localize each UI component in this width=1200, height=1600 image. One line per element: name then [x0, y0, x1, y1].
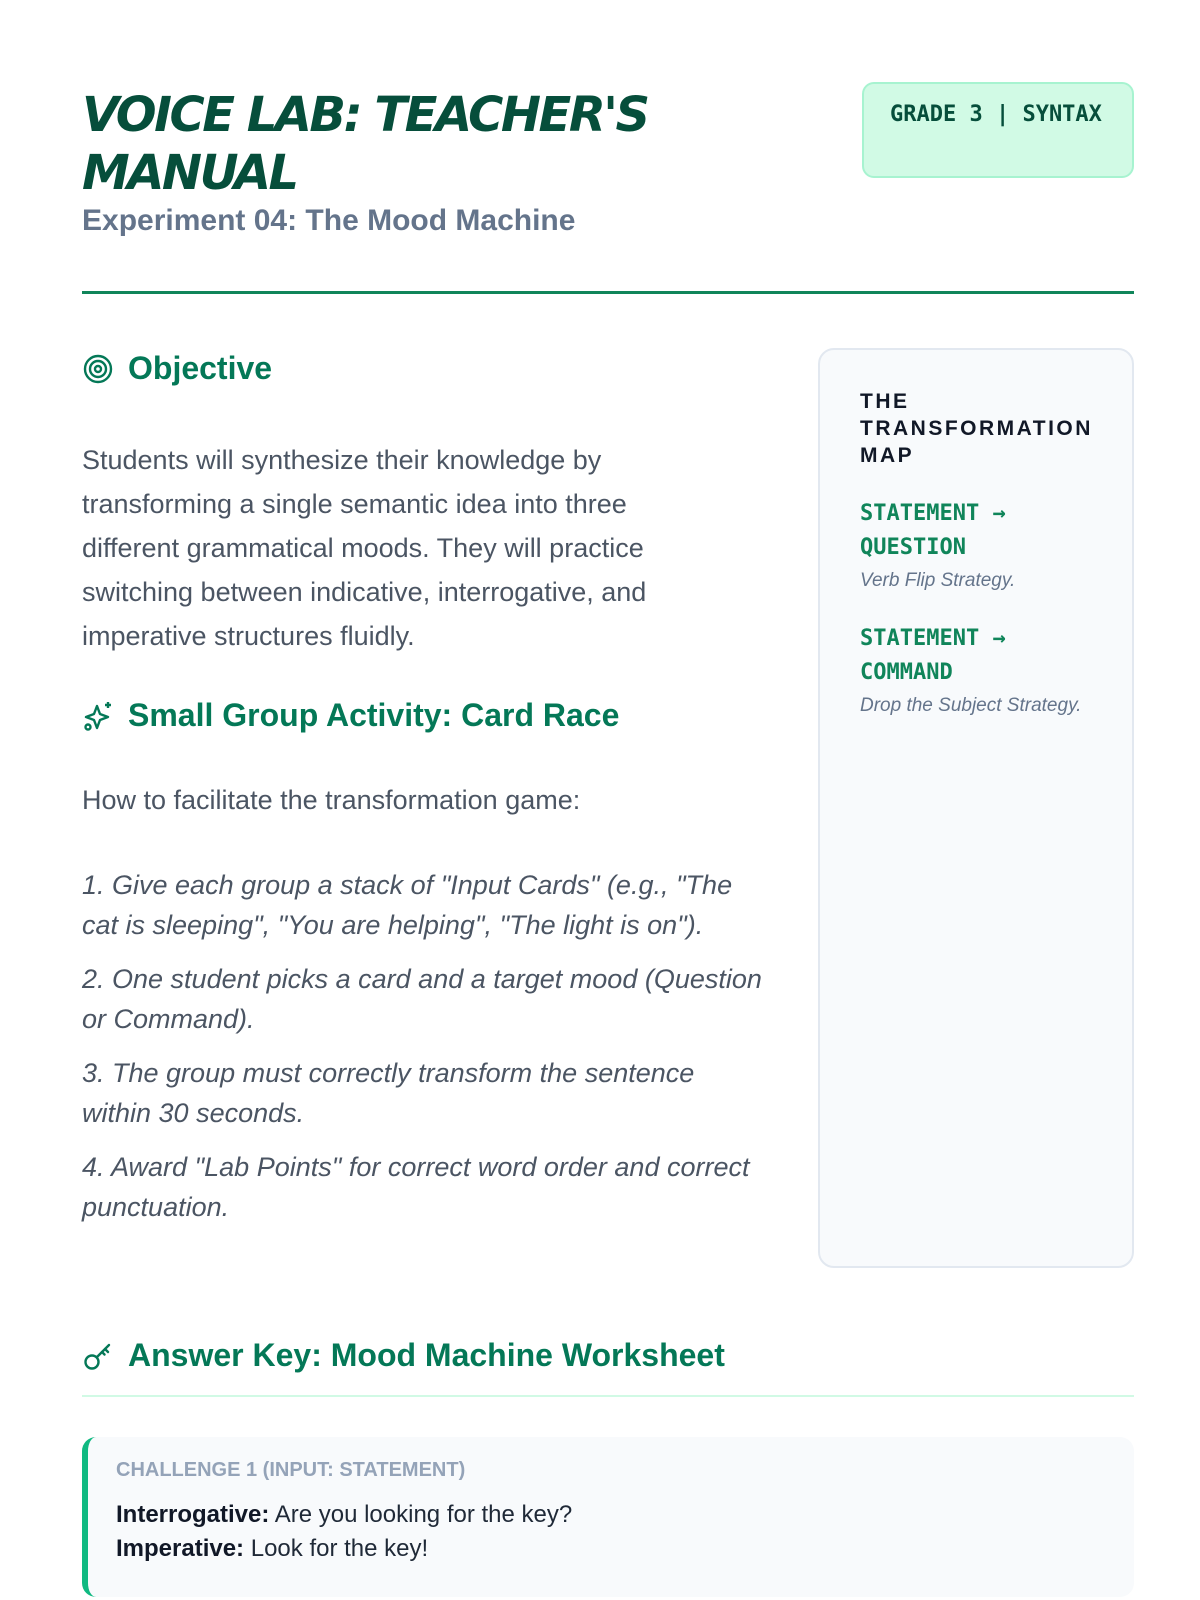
key-icon — [82, 1340, 114, 1372]
imperative-label: Imperative: — [116, 1535, 245, 1562]
list-item: 1. Give each group a stack of "Input Cards" (e.g., "The cat is sleeping", "You are helping", "The light is on"). — [82, 870, 733, 940]
sidebar-item — [860, 497, 1092, 594]
answer-key-heading — [82, 1337, 725, 1374]
interrogative-label: Interrogative: — [116, 1501, 270, 1528]
activity-steps — [82, 865, 762, 1241]
header — [82, 80, 1134, 294]
activity-heading — [82, 697, 619, 734]
divider — [82, 1395, 1134, 1397]
objective-heading — [82, 350, 272, 387]
sidebar-item — [860, 622, 1092, 719]
activity-intro: How to facilitate the transformation game: — [82, 785, 581, 815]
sparkles-icon — [82, 700, 114, 732]
page-subtitle: Experiment 04: The Mood Machine — [82, 204, 576, 237]
page-title: VOICE LAB: TEACHER'S MANUAL — [82, 87, 648, 201]
sidebar-rule: STATEMENT → QUESTION — [860, 501, 1006, 560]
transformation-map-sidebar — [818, 348, 1134, 1268]
objective-text: Students will synthesize their knowledge by transforming a single semantic idea into three different grammatical moods. They will practice switching between indicative, interrogative, and imperative structures fluidly. — [82, 445, 647, 651]
sidebar-title: THE TRANSFORMATION MAP — [860, 390, 1093, 467]
objective-heading-label: Objective — [128, 350, 273, 386]
teacher-manual-page — [82, 0, 1134, 1600]
sidebar-rule: STATEMENT → COMMAND — [860, 626, 1006, 685]
challenge-card — [82, 1437, 1134, 1597]
answer-key-heading-label: Answer Key: Mood Machine Worksheet — [128, 1337, 725, 1373]
grade-badge: GRADE 3 | SYNTAX — [862, 82, 1134, 178]
imperative-line — [116, 1532, 1106, 1566]
interrogative-line — [116, 1498, 1106, 1532]
interrogative-answer: Are you looking for the key? — [274, 1501, 573, 1528]
list-item: 2. One student picks a card and a target mood (Question or Command). — [82, 964, 762, 1034]
challenge-label: CHALLENGE 1 (INPUT: STATEMENT) — [116, 1459, 466, 1481]
list-item: 4. Award "Lab Points" for correct word order and correct punctuation. — [82, 1152, 750, 1222]
list-item: 3. The group must correctly transform the sentence within 30 seconds. — [82, 1058, 695, 1128]
imperative-answer: Look for the key! — [250, 1535, 429, 1562]
target-icon — [82, 353, 114, 385]
sidebar-desc: Verb Flip Strategy. — [860, 570, 1016, 591]
activity-heading-label: Small Group Activity: Card Race — [128, 697, 620, 733]
sidebar-desc: Drop the Subject Strategy. — [860, 695, 1082, 716]
